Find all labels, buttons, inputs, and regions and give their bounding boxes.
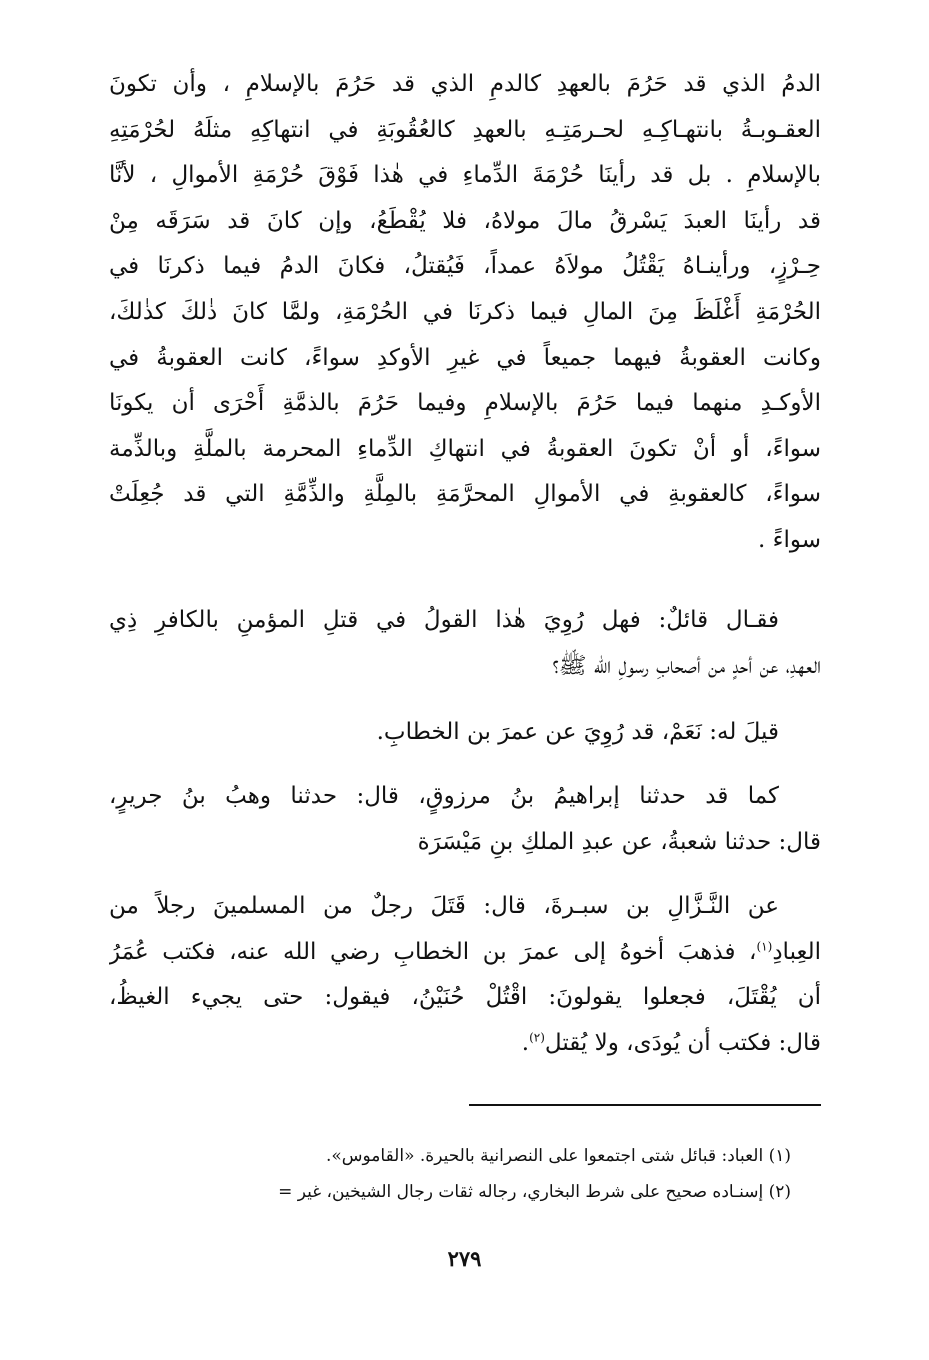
text-line: الدمُ الذي قد حَرُمَ بالعهدِ كالدمِ الذي قد حَرُمَ بالإسلامِ ، وأن تكونَ xyxy=(109,71,821,97)
text-line xyxy=(109,930,821,976)
text-segment: العِبادِ xyxy=(772,938,821,965)
text-line: فقـال قائلٌ: فهل رُوِيَ هٰذا القولُ في قتلِ المؤمنِ بالكافرِ ذِي xyxy=(109,607,779,633)
text-line: قيلَ له: نَعَمْ، قد رُوِيَ عن عمرَ بن الخطابِ. xyxy=(376,719,779,745)
text-line: كما قد حدثنا إبراهيمُ بنُ مرزوقٍ، قال: حدثنا وهبُ بنُ جريرٍ، xyxy=(109,783,779,809)
text-segment: ، فذهبَ أخوهُ إلى عمرَ بن الخطابِ رضي الله عنه، فكتب عُمَرُ xyxy=(109,938,757,965)
footnote-ref: (٢) xyxy=(529,1030,545,1045)
text-line: وكانت العقوبةُ فيهما جميعاً في غيرِ الأوكدِ سواءً، كانت العقوبةُ في xyxy=(109,344,821,371)
text-segment: . xyxy=(521,1029,530,1056)
text-line: بالإسلامِ . بل قد رأينَا حُرْمَةَ الدِّماءِ في هٰذا فَوْقَ حُرْمَةِ الأموالِ ، لأنَّا xyxy=(109,162,821,189)
text-line: قال: حدثنا شعبةُ، عن عبدِ الملكِ بنِ مَيْسَرَة xyxy=(417,828,821,855)
page-number: ٢٧٩ xyxy=(447,1246,482,1271)
text-line: العهدِ، عن أحدٍ من أصحابِ رسولِ الله ﷺ؟ xyxy=(552,652,821,679)
isnad-paragraph xyxy=(109,774,821,865)
footnotes xyxy=(109,1138,821,1210)
footnote-1: (١) العباد: قبائل شتى اجتمعوا على النصرانية بالحيرة. «القاموس». xyxy=(325,1146,791,1166)
text-line: الحُرْمَةِ أَغْلَظَ مِنَ المالِ فيما ذكرنَا في الحُرْمَةِ، ولمَّا كانَ ذٰلكَ كذٰلكَ، xyxy=(109,298,821,325)
text-line: حِـرْزٍ، ورأينـاهُ يَقْتُلُ مولاَهُ عمداً، فَيُقتلُ، فكانَ الدمُ فيما ذكرنَا في xyxy=(109,253,821,280)
narration-paragraph xyxy=(109,884,821,1066)
text-line: سواءً، كالعقوبةِ في الأموالِ المحرَّمَةِ بالمِلَّةِ والذِّمَّةِ التي قد جُعِلَتْ xyxy=(109,481,821,508)
text-line: العقـوبـةُ بانتهـاكِـهِ لحـرمَتِـهِ بالعهدِ كالعُقُوبَةِ في انتهاكِهِ مثلَهُ لحُرْمَتِهِ xyxy=(109,116,821,143)
question-paragraph xyxy=(109,598,821,689)
text-line: سواءً . xyxy=(758,526,821,553)
text-line: عن النَّـزَّالِ بن سبـرةَ، قال: قَتَلَ رجلٌ من المسلمينَ رجلاً من xyxy=(109,893,779,919)
answer-paragraph xyxy=(109,710,821,756)
text-line: قد رأينَا العبدَ يَسْرقُ مالَ مولاهُ، فلا يُقْطَعُ، وإن كانَ قد سَرَقَه مِنْ xyxy=(109,207,821,234)
footnote-divider xyxy=(469,1104,821,1106)
text-line: الأوكـدِ منهما فيما حَرُمَ بالإسلامِ وفيما حَرُمَ بالذمَّةِ أَحْرَى أن يكونَا xyxy=(109,390,821,417)
text-line: أن يُقْتَلَ، فجعلوا يقولونَ: اقْتُلْ حُنَيْنُ، فيقول: حتى يجيء الغيظُ، xyxy=(109,984,821,1011)
text-line: سواءً، أو أنْ تكونَ العقوبةُ في انتهاكِ الدِّماءِ المحرمة بالملَّةِ وبالذِّمة xyxy=(109,435,821,462)
footnote-ref: (١) xyxy=(756,938,773,953)
text-line xyxy=(109,1021,821,1067)
text-segment: قال: فكتب أن يُودَى، ولا يُقتل xyxy=(544,1029,821,1056)
main-paragraph xyxy=(109,62,821,564)
footnote-2: (٢) إسنـاده صحيح على شرط البخاري، رجاله ثقات رجال الشيخين، غير = xyxy=(278,1182,791,1202)
